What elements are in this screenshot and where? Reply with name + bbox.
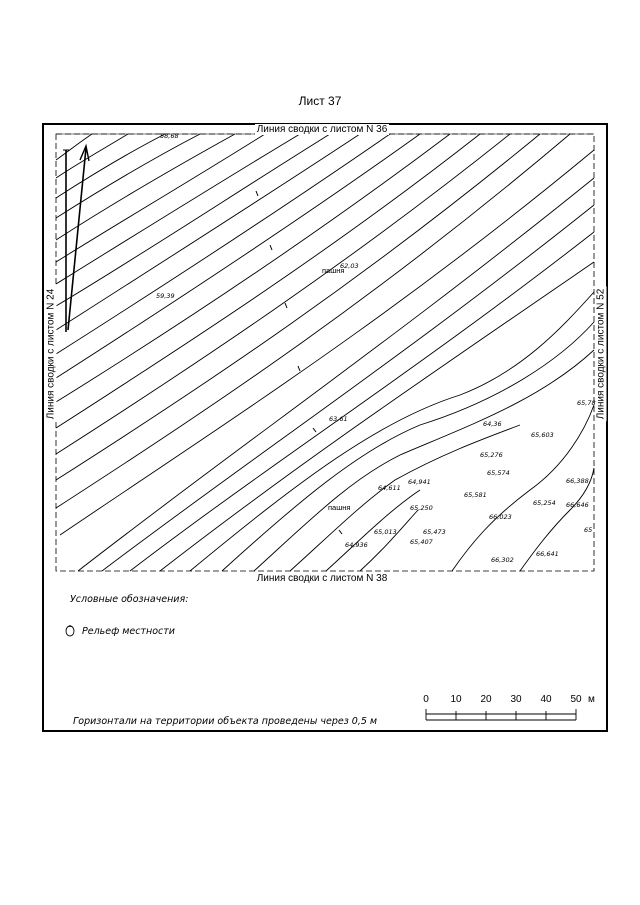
elevation-label: 66,388 <box>566 477 589 485</box>
elevation-label: 65,78 <box>577 399 596 407</box>
elevation-label: 65,013 <box>374 528 397 536</box>
contour-line <box>452 405 594 571</box>
contour-line <box>56 134 200 218</box>
contour-line <box>56 134 540 480</box>
elevation-label: 66,646 <box>566 501 589 509</box>
contour-line <box>102 205 594 571</box>
scale-unit: м <box>588 694 595 705</box>
elevation-label: 65,581 <box>464 491 487 499</box>
sheet-title: Лист 37 <box>298 94 342 108</box>
elevation-label: 65,603 <box>531 431 554 439</box>
elevation-label: 65,407 <box>410 538 433 546</box>
elevation-label: 65 <box>584 526 593 534</box>
contour-line <box>56 134 420 378</box>
elevation-label: 65,254 <box>533 499 556 507</box>
elevation-label: 64,611 <box>378 484 401 492</box>
contour-line <box>56 134 450 402</box>
elevation-labels <box>156 132 596 564</box>
elevation-label: 64,941 <box>408 478 431 486</box>
elevation-label: 65,574 <box>487 469 510 477</box>
elevation-label: 65,473 <box>423 528 446 536</box>
legend-title: Условные обозначения: <box>70 594 189 605</box>
elevation-label: 64,36 <box>483 420 502 428</box>
scale-label: 10 <box>450 694 462 705</box>
field-label: пашня <box>322 266 345 275</box>
north-arrow-icon <box>63 146 89 332</box>
contour-line <box>56 134 300 284</box>
elevation-label: 59,39 <box>156 292 175 300</box>
scale-label: 50 <box>570 694 582 705</box>
elevation-label: 66,302 <box>491 556 514 564</box>
field-label: пашня <box>328 503 351 512</box>
scale-label: 0 <box>423 694 429 705</box>
contour-line <box>78 178 594 571</box>
elevation-label: 62,03 <box>340 262 359 270</box>
contour-line <box>60 150 594 535</box>
scale-label: 30 <box>510 694 522 705</box>
edge-label-left: Линия сводки с листом N 24 <box>45 288 57 420</box>
scale-ruler <box>420 708 600 722</box>
scale-label: 20 <box>480 694 492 705</box>
elevation-label: 66,023 <box>489 513 512 521</box>
field-labels <box>322 266 350 512</box>
edge-label-top: Линия сводки с листом N 36 <box>256 124 388 135</box>
elevation-label: 65,276 <box>480 451 503 459</box>
scale-label: 40 <box>540 694 552 705</box>
elevation-label: 58,68 <box>160 132 179 140</box>
contour-line <box>56 134 128 178</box>
contour-lines <box>56 134 594 571</box>
legend-item-relief <box>64 624 175 638</box>
edge-label-bottom: Линия сводки с листом N 38 <box>256 573 388 584</box>
edge-label-right: Линия сводки с листом N 52 <box>595 288 607 420</box>
contour-line <box>56 134 510 454</box>
elevation-label: 66,641 <box>536 550 559 558</box>
elevation-label: 63,61 <box>329 415 348 423</box>
elevation-label: 65,250 <box>410 504 433 512</box>
relief-icon <box>64 624 76 638</box>
elevation-label: 64,936 <box>345 541 368 549</box>
contour-line <box>56 134 165 198</box>
scale-bar <box>420 694 610 730</box>
contour-interval-note: Горизонтали на территории объекта проведены через 0,5 м <box>73 716 378 727</box>
contour-line <box>56 134 330 306</box>
legend-label: Рельеф местности <box>82 625 175 637</box>
survey-boundary <box>56 134 594 571</box>
contour-line <box>130 232 594 571</box>
